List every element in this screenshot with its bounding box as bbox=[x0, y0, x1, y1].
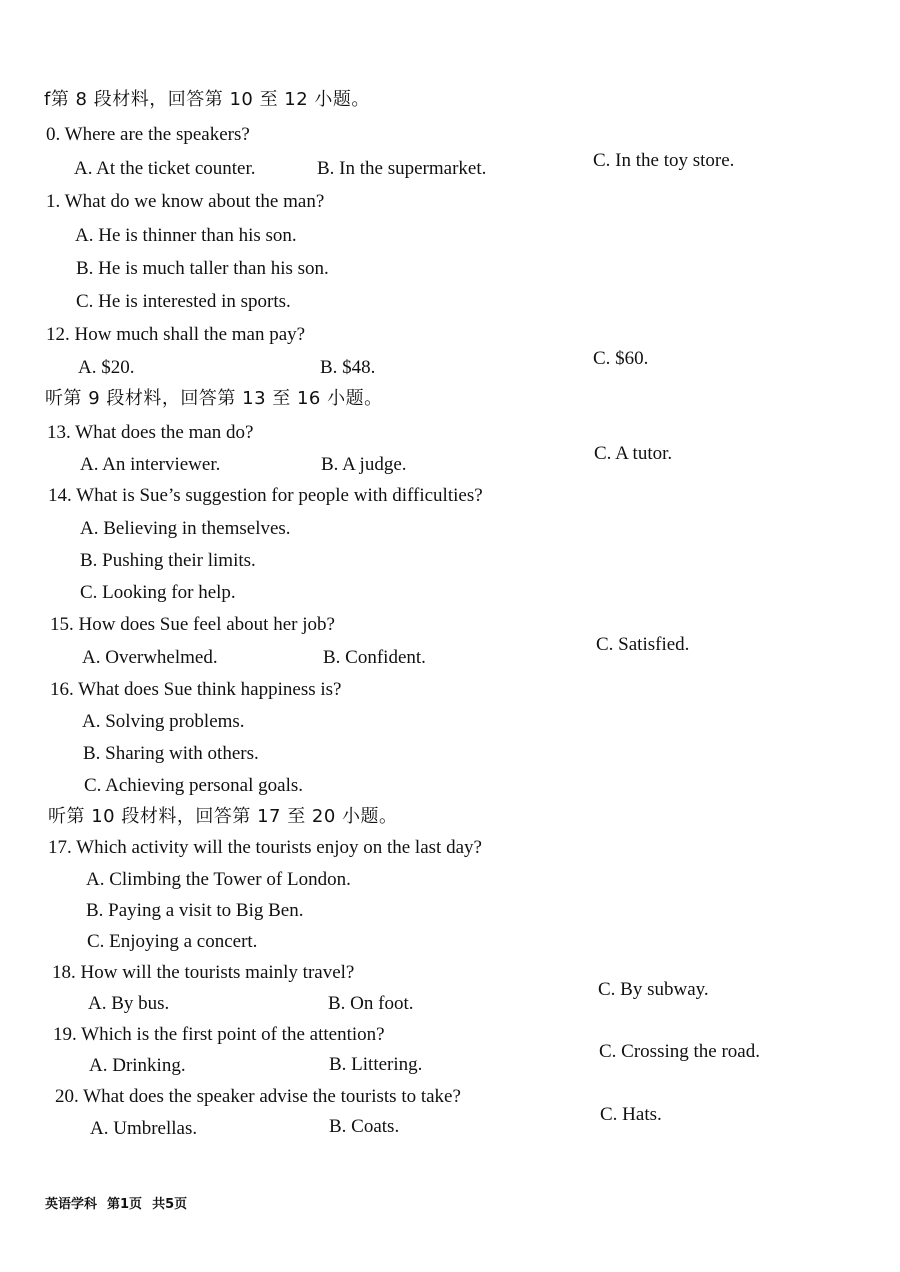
option-b: B. A judge. bbox=[321, 454, 407, 475]
option-c: C. Enjoying a concert. bbox=[87, 931, 258, 952]
option-b: B. $48. bbox=[320, 357, 376, 378]
option-a: A. He is thinner than his son. bbox=[75, 225, 297, 246]
option-a: A. Climbing the Tower of London. bbox=[86, 869, 351, 890]
option-b: B. Pushing their limits. bbox=[80, 550, 256, 571]
option-c: C. In the toy store. bbox=[593, 150, 735, 171]
option-c: C. Crossing the road. bbox=[599, 1041, 760, 1062]
option-a: A. At the ticket counter. bbox=[74, 158, 256, 179]
option-a: A. Drinking. bbox=[89, 1055, 186, 1076]
option-b: B. Confident. bbox=[323, 647, 426, 668]
question-stem: 13. What does the man do? bbox=[47, 422, 254, 443]
question-stem: 20. What does the speaker advise the tourists to take? bbox=[55, 1086, 461, 1107]
question-stem: 0. Where are the speakers? bbox=[46, 124, 250, 145]
option-c: C. Achieving personal goals. bbox=[84, 775, 303, 796]
option-a: A. By bus. bbox=[88, 993, 170, 1014]
question-stem: 16. What does Sue think happiness is? bbox=[50, 679, 342, 700]
section-heading: 听第 9 段材料，回答第 13 至 16 小题。 bbox=[45, 388, 383, 409]
question-stem: 14. What is Sue’s suggestion for people with difficulties? bbox=[48, 485, 483, 506]
option-c: C. $60. bbox=[593, 348, 649, 369]
option-c: C. Satisfied. bbox=[596, 634, 690, 655]
section-heading: f第 8 段材料，回答第 10 至 12 小题。 bbox=[44, 89, 370, 110]
question-stem: 15. How does Sue feel about her job? bbox=[50, 614, 335, 635]
option-b: B. Coats. bbox=[329, 1116, 400, 1137]
question-stem: 1. What do we know about the man? bbox=[46, 191, 325, 212]
option-a: A. Believing in themselves. bbox=[80, 518, 291, 539]
option-c: C. By subway. bbox=[598, 979, 709, 1000]
option-b: B. On foot. bbox=[328, 993, 414, 1014]
footer-page-number: 第1页 bbox=[107, 1197, 143, 1212]
page-footer bbox=[45, 1193, 197, 1212]
footer-subject: 英语学科 bbox=[45, 1197, 98, 1212]
footer-page-total: 共5页 bbox=[152, 1197, 188, 1212]
section-heading: 听第 10 段材料，回答第 17 至 20 小题。 bbox=[48, 806, 398, 827]
option-a: A. Solving problems. bbox=[82, 711, 245, 732]
question-stem: 18. How will the tourists mainly travel? bbox=[52, 962, 355, 983]
option-a: A. $20. bbox=[78, 357, 135, 378]
option-a: A. Overwhelmed. bbox=[82, 647, 218, 668]
option-c: C. Hats. bbox=[600, 1104, 662, 1125]
option-b: B. Littering. bbox=[329, 1054, 423, 1075]
option-a: A. Umbrellas. bbox=[90, 1118, 198, 1139]
option-b: B. Sharing with others. bbox=[83, 743, 259, 764]
option-b: B. He is much taller than his son. bbox=[76, 258, 329, 279]
option-c: C. He is interested in sports. bbox=[76, 291, 291, 312]
option-a: A. An interviewer. bbox=[80, 454, 221, 475]
option-c: C. Looking for help. bbox=[80, 582, 236, 603]
option-c: C. A tutor. bbox=[594, 443, 673, 464]
question-stem: 17. Which activity will the tourists enjoy on the last day? bbox=[48, 837, 482, 858]
question-stem: 19. Which is the first point of the attention? bbox=[53, 1024, 385, 1045]
option-b: B. Paying a visit to Big Ben. bbox=[86, 900, 304, 921]
question-stem: 12. How much shall the man pay? bbox=[46, 324, 306, 345]
option-b: B. In the supermarket. bbox=[317, 158, 487, 179]
